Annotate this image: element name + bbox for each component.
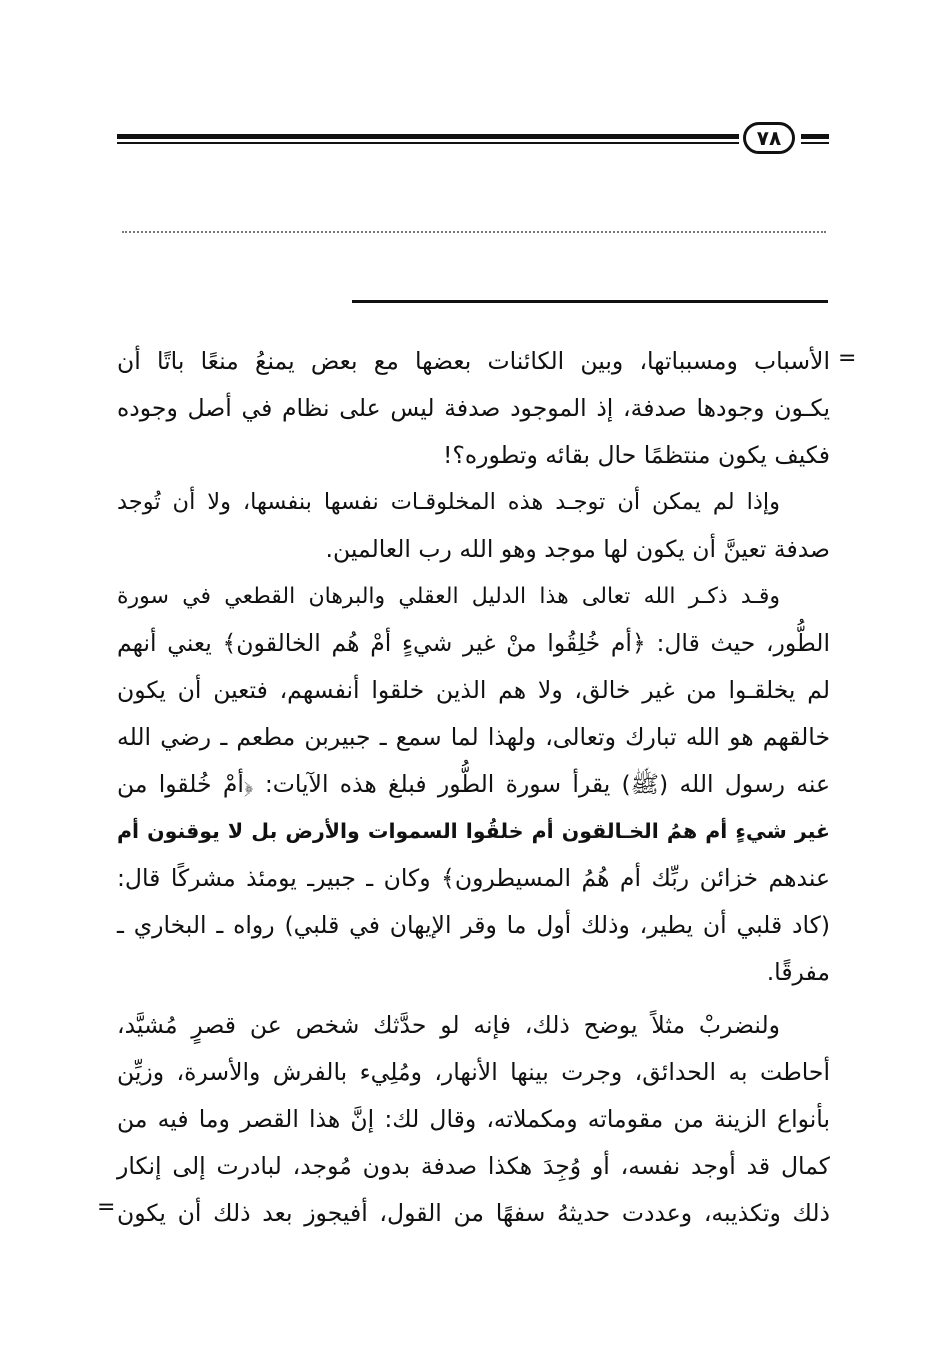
paragraph-4 — [117, 1002, 830, 1237]
dotted-separator — [122, 231, 826, 233]
text-line: وقـد ذكـر الله تعالى هذا الدليل العقلي والبرهان القطعي في سورة — [117, 584, 780, 609]
header-tail-thin — [801, 142, 829, 144]
text-line: مفرقًا. — [766, 958, 830, 986]
footnote-separator-rule — [352, 300, 828, 303]
text-line: وإذا لم يمكن أن توجـد هذه المخلوقـات نفسها بنفسها، ولا أن تُوجد — [117, 489, 780, 515]
paragraph-3 — [117, 573, 830, 996]
page-header — [117, 120, 829, 160]
text-line: خالقهم هو الله تبارك وتعالى، ولهذا لما سمع ـ جبيربن مطعم ـ رضي الله — [117, 723, 830, 751]
text-line: صدفة تعينَّ أن يكون لها موجد وهو الله رب العالمين. — [325, 535, 830, 563]
paragraph-1 — [117, 338, 830, 479]
text-line: الطُّور، حيث قال: ﴿أم خُلِقُوا منْ غير شيءٍ أمْ هُم الخالقون﴾ يعني أنهم — [117, 629, 830, 657]
text-line: (كاد قلبي أن يطير، وذلك أول ما وقر الإيهان في قلبي) رواه ـ البخاري ـ — [117, 911, 830, 939]
text-line: فكيف يكون منتظمًا حال بقائه وتطوره؟! — [442, 441, 830, 469]
paragraph-2 — [117, 479, 830, 573]
text-line: غير شيءٍ أم همُ الخـالقون أم خلقُوا السموات والأرض بل لا يوقنون أم — [117, 819, 830, 843]
page-number: ٧٨ — [743, 122, 795, 154]
text-line: كمال قد أوجد نفسه، أو وُجِدَ هكذا صدفة بدون مُوجد، لبادرت إلى إنكار — [117, 1152, 830, 1180]
text-line: ذلك وتكذيبه، وعددت حديثهُ سفهًا من القول، أفيجوز بعد ذلك أن يكون — [117, 1199, 830, 1227]
text-line: بأنواع الزينة من مقوماته ومكملاته، وقال لك: إنَّ هذا القصر وما فيه من — [117, 1105, 830, 1133]
text-line: يكـون وجودها صدفة، إذ الموجود صدفة ليس على نظام في أصل وجوده — [117, 394, 830, 422]
header-rule-thin — [117, 142, 739, 144]
text-line: أحاطت به الحدائق، وجرت بينها الأنهار، ومُلِيء بالفرش والأسرة، وزيِّن — [117, 1058, 830, 1086]
text-line: عنه رسول الله (ﷺ) يقرأ سورة الطُّور فبلغ هذه الآيات: ﴿أمْ خُلقوا من — [117, 770, 830, 798]
text-line: عندهم خزائن ربِّك أم هُمُ المسيطرون﴾ وكان ـ جبيرـ يومئذ مشركًا قال: — [117, 864, 830, 892]
text-line: لم يخلقـوا من غير خالق، ولا هم الذين خلقوا أنفسهم، فتعين أن يكون — [117, 676, 830, 704]
body-text — [117, 338, 830, 1237]
text-line: الأسباب ومسبباتها، وبين الكائنات بعضها مع بعض يمنعُ منعًا باتًا أن — [117, 347, 830, 375]
continuation-mark-start: = — [838, 346, 857, 371]
header-double-rule — [117, 134, 739, 144]
header-rule-thick — [117, 134, 739, 139]
text-line: ولنضربْ مثلاً يوضح ذلك، فإنه لو حدَّثك شخص عن قصرٍ مُشيَّد، — [117, 1011, 780, 1039]
continuation-mark-end: = — [97, 1195, 116, 1220]
header-tail-thick — [801, 134, 829, 139]
header-rule-tail — [801, 134, 829, 144]
